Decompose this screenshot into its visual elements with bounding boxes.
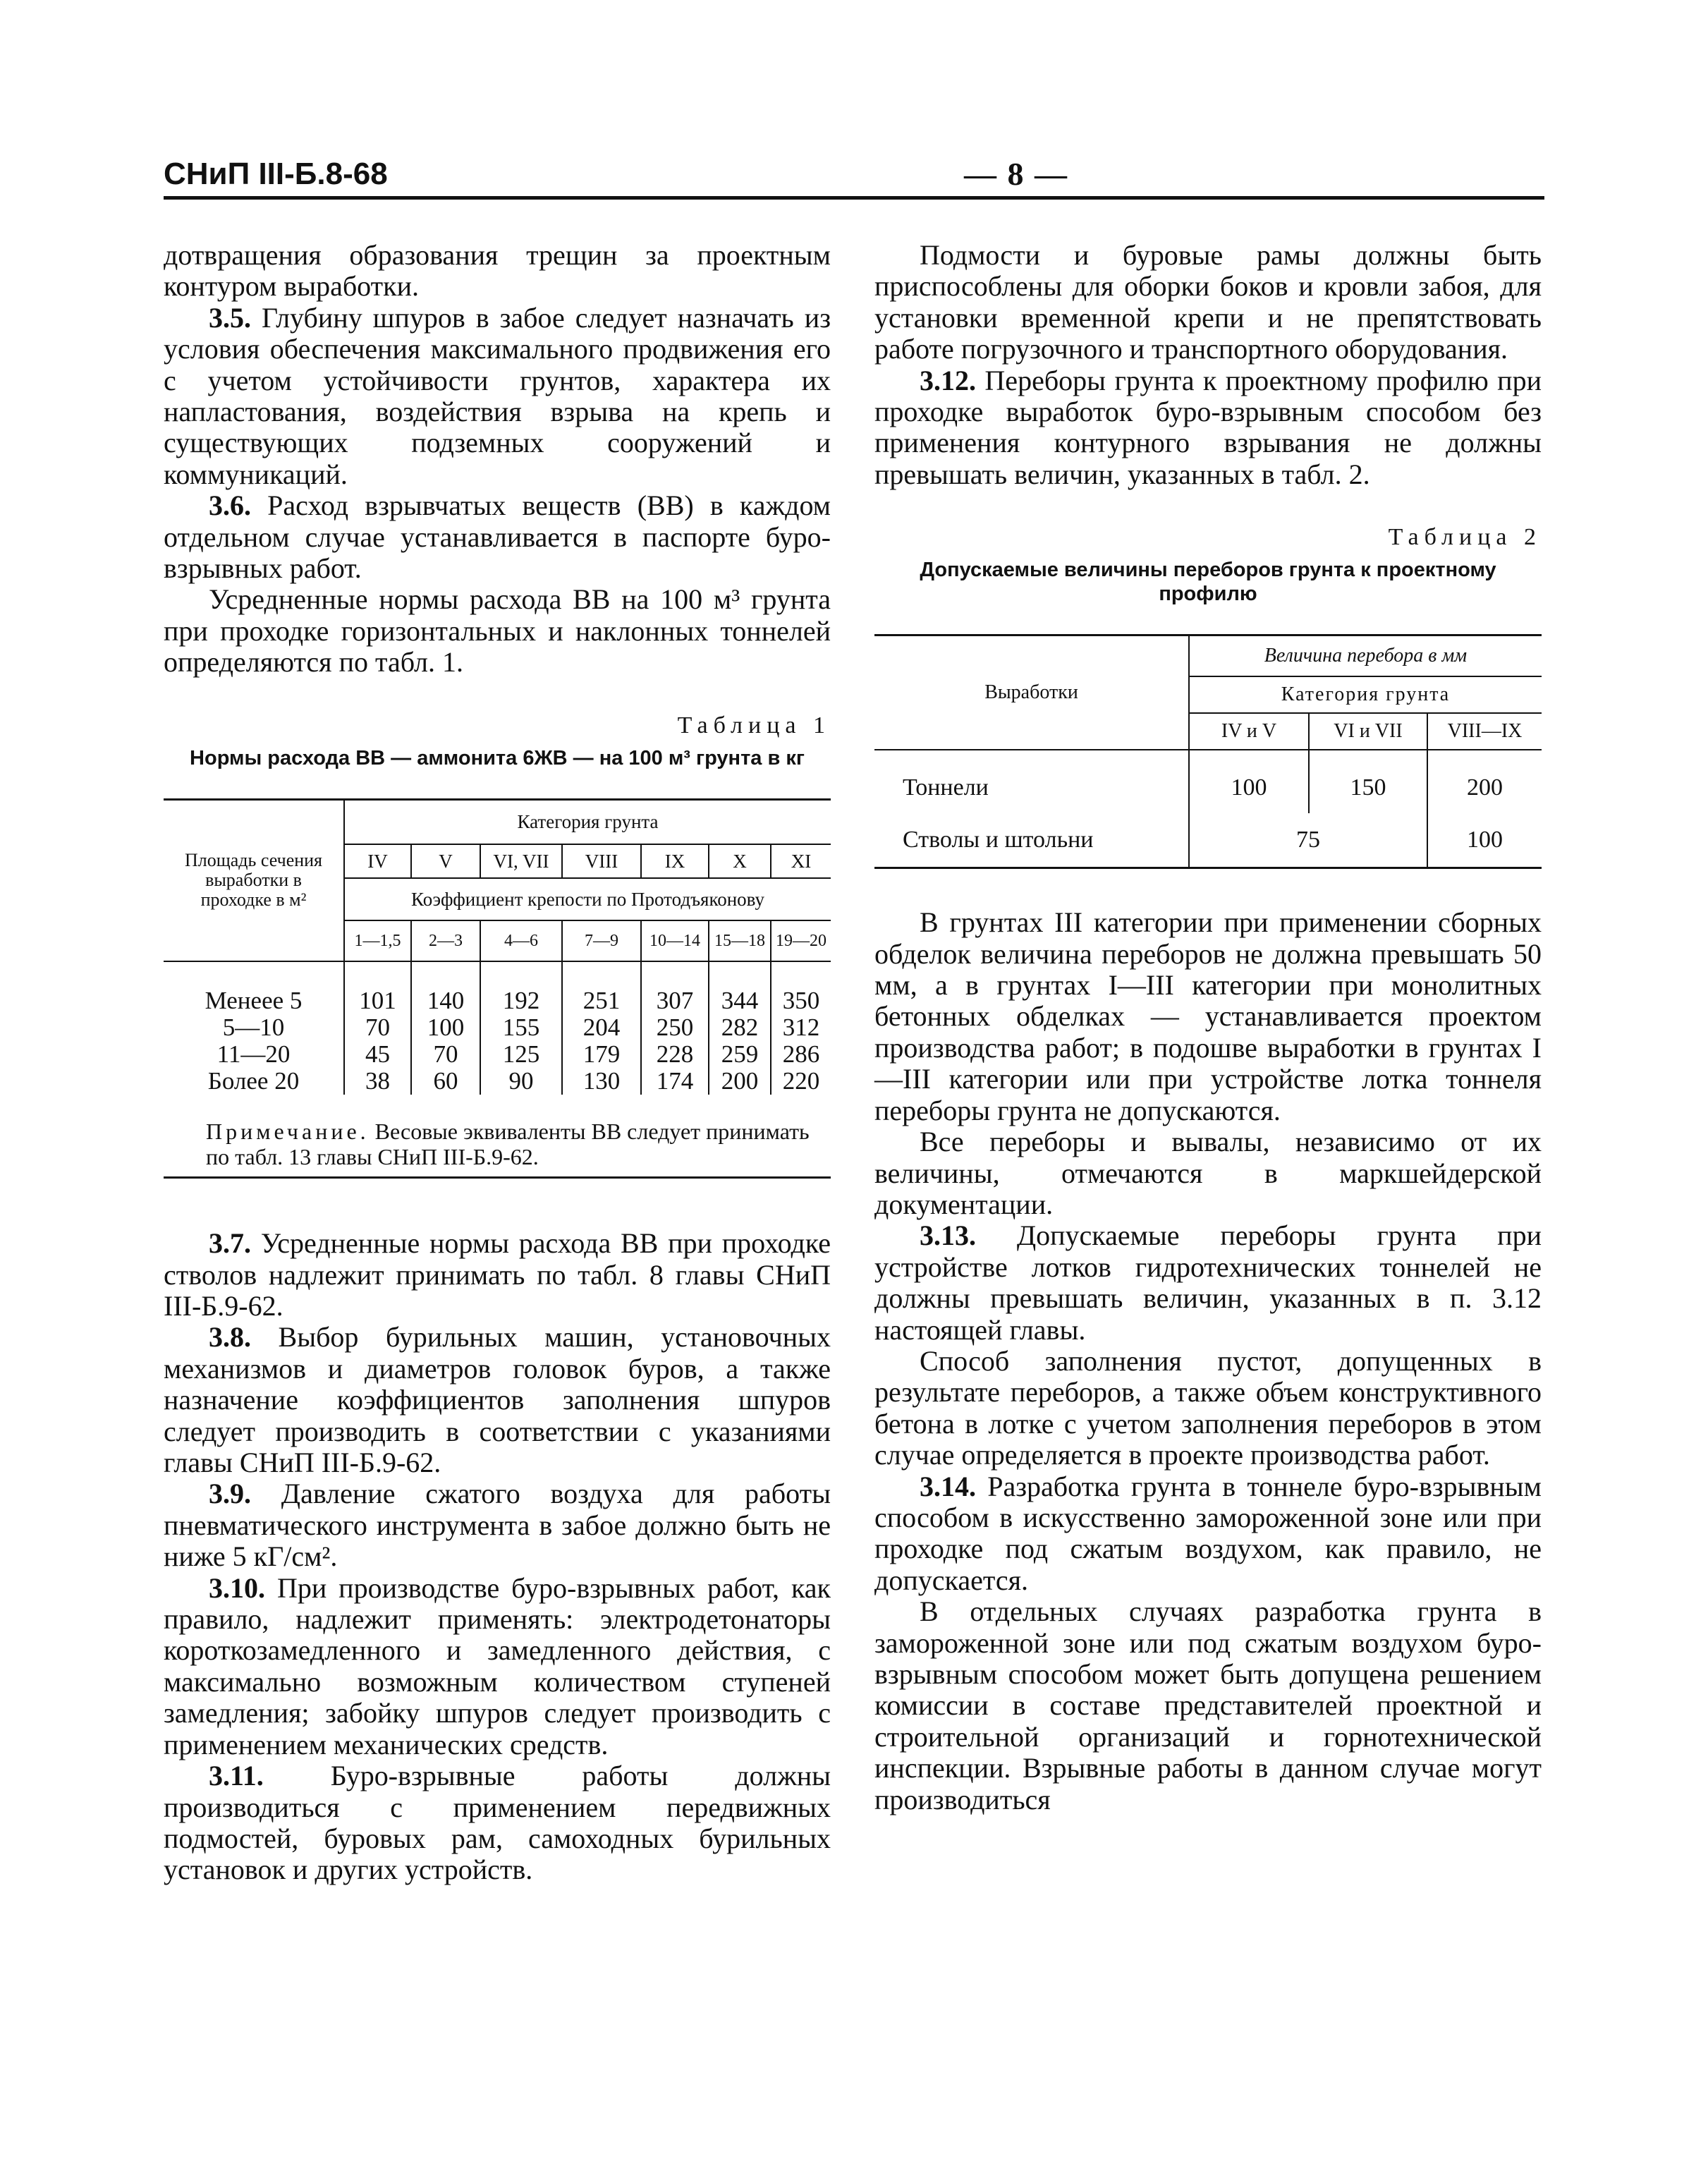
table1-category: VIII [562,844,641,878]
cell: 228 [656,1040,694,1069]
clause-text: Допускаемые переборы грунта при устройстве лотков гидротехнических тоннелей не должны превышать величин, указанных в п. 3.12 настоящей главы. [874,1219,1542,1346]
paragraph-3-5 [164,303,831,490]
table1-note [164,1095,831,1178]
page-number: — 8 — [964,156,1068,192]
clause-number: 3.13. [920,1219,976,1252]
clause-number: 3.9. [209,1478,251,1510]
cell: 200 [1427,750,1542,813]
table1-category: V [411,844,480,878]
paragraph: Подмости и буровые рамы должны быть приспособлены для оборки боков и кровли забоя, для установки временной крепи и не препятствовать работе погрузочного и транспортного оборудования. [874,239,1542,365]
table1-coefficient: 15—18 [709,920,771,961]
table1-category: XI [771,844,831,878]
table2-sub-header: Категория грунта [1189,676,1542,713]
clause-text: Буро-взрывные работы должны производиться с применением передвижных подмостей, буровых рам, самоходных бурильных установок и других устройств. [164,1760,831,1886]
cell: 155 [502,1014,540,1042]
clause-text: Усредненные нормы расхода ВВ при проходке стволов надлежит принимать по табл. 8 главы СНиП III-Б.9-62. [164,1227,831,1322]
table2 [874,634,1542,869]
cell: 282 [721,1014,759,1042]
cell: 174 [656,1067,694,1095]
paragraph-3-12 [874,365,1542,491]
cell: 130 [582,1067,621,1095]
area: 11—20 [216,1040,291,1069]
table1-coefficient: 2—3 [411,920,480,961]
cell: 250 [656,1014,694,1042]
cell: 38 [365,1067,390,1095]
clause-number: 3.5. [209,301,251,334]
table1-title: Нормы расхода ВВ — аммонита 6ЖВ — на 100 м³ грунта в кг [190,746,805,769]
row-name: Стволы и штольни [903,827,1094,853]
cell: 100 [1189,750,1309,813]
clause-number: 3.8. [209,1321,251,1353]
table2-category: VI и VII [1309,713,1427,750]
cell: 350 [782,987,820,1015]
left-column [164,240,831,1886]
clause-number: 3.10. [209,1571,265,1604]
note-text: Весовые эквиваленты ВВ следует принимать по табл. 13 главы СНиП III-Б.9-62. [206,1119,810,1170]
cell: 100 [427,1014,465,1042]
table1-category: IV [344,844,411,878]
paragraph-3-11 [164,1760,831,1886]
paragraph: Способ заполнения пустот, допущенных в результате переборов, а также объем конструктивного бетона в лотке с учетом заполнения переборов в этом случае определяется в проекте производства работ. [874,1344,1542,1471]
table1-category: VI, VII [480,844,562,878]
paragraph-3-6 [164,490,831,584]
cell: 101 [359,987,396,1015]
table1-coefficient: 10—14 [641,920,709,961]
table2-label: Таблица 2 [1388,524,1542,551]
table2-title: Допускаемые величины переборов грунта к проектному профилю [920,559,1496,606]
clause-text: Расход взрывчатых веществ (ВВ) в каждом отдельном случае устанавливается в паспорте буро-взрывных работ. [164,489,831,585]
right-column [874,240,1542,1815]
clause-number: 3.7. [209,1227,251,1260]
cell: 192 [502,987,540,1015]
table1-row-header: Площадь сечения выработки в проходке в м² [164,799,344,961]
table2-category: IV и V [1189,713,1309,750]
cell: 70 [365,1014,390,1042]
clause-text: Давление сжатого воздуха для работы пневматического инструмента в забое должно быть не ниже 5 кГ/см². [164,1478,831,1573]
paragraph-3-9 [164,1478,831,1572]
cell: 140 [427,987,465,1015]
cell: 251 [582,987,621,1015]
paragraph-3-8 [164,1322,831,1478]
cell: 200 [721,1067,759,1095]
page-header [164,157,1544,200]
cell: 259 [721,1040,759,1069]
table2-category: VIII—IX [1427,713,1542,750]
clause-text: При производстве буро-взрывных работ, как правило, надлежит применять: электродетонаторы короткозамедленного и замедленного действия, с максимально возможным количеством ступеней замедления; забойку шпуров следует производить с применением механических средств. [164,1571,831,1760]
clause-text: Выбор бурильных машин, установочных механизмов и диаметров головок буров, а также назначение коэффициентов заполнения шпуров следует производить в соответствии с указаниями главы СНиП III-Б.9-62. [164,1321,831,1479]
paragraph: Все переборы и вывалы, независимо от их величины, отмечаются в маркшейдерской документации. [874,1126,1542,1220]
paragraph: Усредненные нормы расхода ВВ на 100 м³ грунта при проходке горизонтальных и наклонных тоннелей определяются по табл. 1. [164,583,831,679]
table1 [164,798,831,1179]
clause-number: 3.11. [209,1760,264,1792]
table1-coefficient: 19—20 [771,920,831,961]
paragraph: В грунтах III категории при применении сборных обделок величина переборов не должна превышать 50 мм, а в грунтах I—III категории при монолитных бетонных обделках — устанавливается проектом производства работ; в подошве выработки в грунтах I—III категории или при устройстве лотка тоннеля переборы грунта не допускаются. [874,906,1542,1126]
row-name: Тоннели [903,774,989,801]
cell: 344 [721,987,759,1015]
cell: 204 [582,1014,621,1042]
cell: 286 [782,1040,820,1069]
table1-coefficient: 4—6 [480,920,562,961]
area: Менеее 5 [205,987,303,1015]
paragraph: дотвращения образования трещин за проектным контуром выработки. [164,239,831,303]
paragraph-3-10 [164,1573,831,1760]
cell: 150 [1309,750,1427,813]
area: 5—10 [222,1014,285,1042]
paragraph-3-14 [874,1471,1542,1597]
cell: 90 [508,1067,534,1095]
cell: 70 [433,1040,458,1069]
table-row [164,961,831,1095]
table1-coefficient: 7—9 [562,920,641,961]
table2-group-header: Величина перебора в мм [1189,635,1542,676]
clause-number: 3.14. [920,1470,976,1502]
cell: 220 [782,1067,820,1095]
table1-group-header: Категория грунта [344,799,831,844]
table-row [874,750,1542,813]
clause-text: Разработка грунта в тоннеле буро-взрывным способом в искусственно замороженной зоне или при проходке под сжатым воздухом, как правило, не допускается. [874,1470,1542,1596]
table1-coefficient: 1—1,5 [344,920,411,961]
paragraph: В отдельных случаях разработка грунта в замороженной зоне или под сжатым воздухом буро-взрывным способом может быть допущена решением комиссии в составе представителей проектной и строительной организаций и горнотехнической инспекции. Взрывные работы в данном случае могут производиться [874,1595,1542,1815]
cell: 125 [502,1040,540,1069]
clause-text: Переборы грунта к проектному профилю при проходке выработок буро-взрывным способом без применения контурного взрывания не должны превышать величин, указанных в табл. 2. [874,364,1542,490]
table1-category: IX [641,844,709,878]
table1-category: X [709,844,771,878]
paragraph-3-7 [164,1228,831,1322]
table1-label: Таблица 1 [677,712,831,738]
cell: 312 [782,1014,820,1042]
table2-col-header: Выработки [874,635,1189,750]
cell: 60 [433,1067,458,1095]
cell: 45 [365,1040,390,1069]
clause-number: 3.6. [209,489,251,522]
clause-text: Глубину шпуров в забое следует назначать из условия обеспечения максимального продвижения его с учетом устойчивости грунтов, характера их напластования, воздействия взрыва на крепь и существующих подземных сооружений и коммуникаций. [164,301,831,490]
cell: 307 [656,987,694,1015]
cell: 100 [1427,813,1542,868]
document-code: СНиП III-Б.8-68 [164,157,388,191]
table-row [874,813,1542,868]
area: Более 20 [207,1067,300,1095]
cell: 179 [582,1040,621,1069]
note-label: Примечание. [206,1119,370,1145]
table1-sub-header: Коэффициент крепости по Протодъяконову [344,878,831,920]
cell: 75 [1189,813,1427,868]
paragraph-3-13 [874,1220,1542,1346]
clause-number: 3.12. [920,364,976,396]
